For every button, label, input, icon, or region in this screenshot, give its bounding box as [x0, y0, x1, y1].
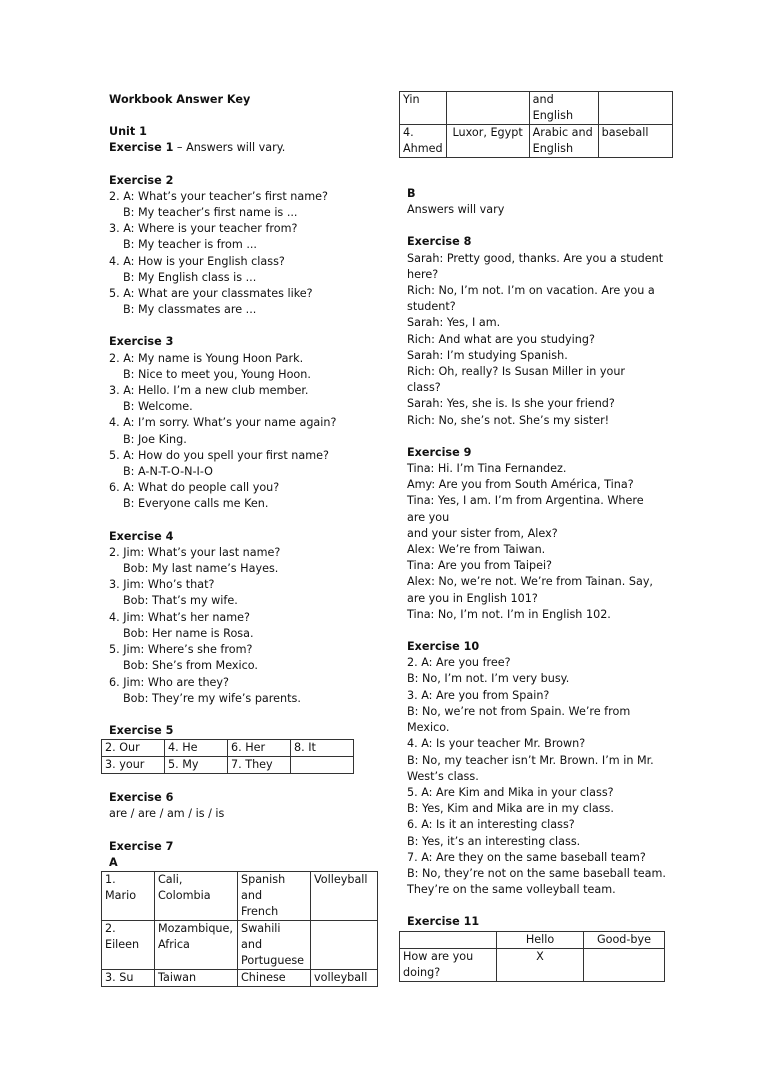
- answer-line: Tina: No, I’m not. I’m in English 102.: [407, 607, 611, 621]
- answer-line: B: My teacher’s first name is ...: [123, 206, 298, 220]
- table-cell: [598, 92, 672, 125]
- exercise-11-table: [399, 931, 665, 982]
- answer-line: Rich: Oh, really? Is Susan Miller in your: [407, 365, 626, 379]
- answer-line: B: Yes, Kim and Mika are in my class.: [407, 802, 614, 816]
- answer-line: Sarah: Pretty good, thanks. Are you a student: [407, 251, 664, 265]
- answer-line: 3. Jim: Who’s that?: [109, 578, 215, 592]
- table-cell: Spanish and French: [238, 871, 311, 920]
- table-cell: 6. Her: [228, 740, 291, 757]
- answer-line: 2. A: What’s your teacher’s first name?: [109, 189, 328, 203]
- answer-line: Bob: She’s from Mexico.: [123, 659, 258, 673]
- table-cell: 3. your: [102, 757, 165, 774]
- answer-line: Alex: We’re from Taiwan.: [407, 543, 546, 557]
- answer-line: They’re on the same volleyball team.: [407, 883, 616, 897]
- answer-line: B: No, my teacher isn’t Mr. Brown. I’m in Mr.: [407, 753, 654, 767]
- answer-line: B: No, they’re not on the same baseball team.: [407, 866, 666, 880]
- table-row: [400, 948, 665, 981]
- answer-line: Sarah: Yes, I am.: [407, 316, 501, 330]
- table-row: [102, 871, 378, 920]
- exercise-1: [109, 140, 369, 156]
- exercise-2-heading: Exercise 2: [109, 173, 174, 187]
- exercise-7-table: [101, 871, 378, 987]
- table-cell: and English: [529, 92, 598, 125]
- exercise-8-heading: Exercise 8: [407, 235, 472, 249]
- answer-line: B: No, I’m not. I’m very busy.: [407, 672, 570, 686]
- exercise-7-heading: Exercise 7: [109, 839, 174, 853]
- exercise-5-table: [101, 739, 354, 774]
- answer-line: 6. A: What do people call you?: [109, 481, 280, 495]
- answer-line: Answers will vary: [407, 203, 505, 217]
- exercise-5-heading: Exercise 5: [109, 723, 174, 737]
- answer-line: 5. A: How do you spell your first name?: [109, 448, 329, 462]
- answer-line: 5. A: Are Kim and Mika in your class?: [407, 785, 614, 799]
- table-cell: [584, 948, 665, 981]
- answer-line: class?: [407, 381, 441, 395]
- doc-title: Workbook Answer Key: [109, 93, 251, 106]
- right-column: [403, 91, 677, 982]
- table-cell: Swahili and Portuguese: [238, 920, 311, 969]
- table-cell: Luxor, Egypt: [446, 125, 529, 158]
- answer-line: B: No, we’re not from Spain. We’re from: [407, 704, 631, 718]
- table-cell: Chinese: [238, 969, 311, 986]
- answer-line: B: Yes, it’s an interesting class.: [407, 834, 581, 848]
- exercise-3-heading: Exercise 3: [109, 335, 174, 349]
- answer-line: are you in English 101?: [407, 591, 538, 605]
- answer-line: B: Nice to meet you, Young Hoon.: [123, 367, 311, 381]
- table-cell: 3. Su: [102, 969, 155, 986]
- table-cell: Good-bye: [584, 931, 665, 948]
- answer-line: Bob: That’s my wife.: [123, 594, 238, 608]
- table-row: [102, 969, 378, 986]
- table-cell: Taiwan: [155, 969, 238, 986]
- left-column: [105, 92, 369, 987]
- answer-line: Rich: No, I’m not. I’m on vacation. Are you a: [407, 284, 655, 298]
- exercise-7-part-a: A: [109, 855, 118, 869]
- table-cell: 8. It: [291, 740, 354, 757]
- table-row: [102, 757, 354, 774]
- unit-heading: Unit 1: [109, 125, 147, 139]
- exercise-4-heading: Exercise 4: [109, 529, 174, 543]
- answer-line: 4. Jim: What’s her name?: [109, 610, 250, 624]
- table-cell: 5. My: [165, 757, 228, 774]
- answer-line: and your sister from, Alex?: [407, 526, 558, 540]
- answer-line: Amy: Are you from South América, Tina?: [407, 478, 634, 492]
- table-cell: 2. Our: [102, 740, 165, 757]
- part-b-heading: B: [407, 187, 416, 200]
- answer-line: West’s class.: [407, 769, 479, 783]
- answer-line: 2. A: My name is Young Hoon Park.: [109, 351, 304, 365]
- answer-line: Tina: Are you from Taipei?: [407, 559, 552, 573]
- answer-line: B: Welcome.: [123, 400, 193, 414]
- exercise-1-heading: Exercise 1: [109, 141, 174, 155]
- answer-line: Sarah: I’m studying Spanish.: [407, 348, 568, 362]
- answer-line: B: My English class is ...: [123, 270, 257, 284]
- table-cell: X: [497, 948, 584, 981]
- answer-line: B: Everyone calls me Ken.: [123, 497, 269, 511]
- answer-line: 5. A: What are your classmates like?: [109, 287, 313, 301]
- table-cell: Arabic and English: [529, 125, 598, 158]
- exercise-9-heading: Exercise 9: [407, 445, 472, 459]
- answer-line: 4. A: I’m sorry. What’s your name again?: [109, 416, 337, 430]
- table-cell: 1. Mario: [102, 871, 155, 920]
- table-cell: 7. They: [228, 757, 291, 774]
- answer-line: are / are / am / is / is: [109, 807, 225, 821]
- answer-line: Tina: Hi. I’m Tina Fernandez.: [407, 462, 567, 476]
- table-cell: 4. Ahmed: [400, 125, 447, 158]
- answer-line: 3. A: Where is your teacher from?: [109, 222, 298, 236]
- table-row: [400, 931, 665, 948]
- answer-line: Rich: No, she’s not. She’s my sister!: [407, 413, 610, 427]
- answer-line: 4. A: Is your teacher Mr. Brown?: [407, 737, 586, 751]
- answer-line: 3. A: Are you from Spain?: [407, 688, 550, 702]
- table-cell: 2. Eileen: [102, 920, 155, 969]
- table-cell: Mozambique, Africa: [155, 920, 238, 969]
- answer-line: 7. A: Are they on the same baseball team?: [407, 850, 646, 864]
- answer-line: Tina: Yes, I am. I’m from Argentina. Where: [407, 494, 644, 508]
- table-cell: [400, 931, 497, 948]
- exercise-1-answer: – Answers will vary.: [173, 141, 286, 155]
- answer-line: 3. A: Hello. I’m a new club member.: [109, 384, 309, 398]
- exercise-11-heading: Exercise 11: [407, 915, 480, 929]
- answer-line: B: A-N-T-O-N-I-O: [123, 465, 213, 479]
- table-cell: Cali, Colombia: [155, 871, 238, 920]
- answer-line: Bob: They’re my wife’s parents.: [123, 691, 301, 705]
- table-cell: How are you doing?: [400, 948, 497, 981]
- table-cell: [311, 920, 378, 969]
- answer-line: 2. A: Are you free?: [407, 656, 511, 670]
- answer-line: 4. A: How is your English class?: [109, 254, 285, 268]
- answer-line: here?: [407, 267, 439, 281]
- table-cell: [446, 92, 529, 125]
- answer-line: 5. Jim: Where’s she from?: [109, 643, 253, 657]
- table-cell: Yin: [400, 92, 447, 125]
- answer-line: 6. A: Is it an interesting class?: [407, 818, 575, 832]
- table-cell: Volleyball: [311, 871, 378, 920]
- answer-line: Sarah: Yes, she is. Is she your friend?: [407, 397, 615, 411]
- answer-line: 2. Jim: What’s your last name?: [109, 545, 281, 559]
- answer-line: Rich: And what are you studying?: [407, 332, 595, 346]
- table-cell: 4. He: [165, 740, 228, 757]
- answer-line: Alex: No, we’re not. We’re from Tainan. Say,: [407, 575, 653, 589]
- table-cell: [291, 757, 354, 774]
- table-cell: Hello: [497, 931, 584, 948]
- answer-line: student?: [407, 300, 456, 314]
- exercise-6-heading: Exercise 6: [109, 791, 174, 805]
- exercise-10-heading: Exercise 10: [407, 640, 480, 654]
- answer-line: B: Joe King.: [123, 432, 187, 446]
- answer-line: Mexico.: [407, 721, 450, 735]
- answer-line: Bob: Her name is Rosa.: [123, 626, 254, 640]
- answer-line: B: My teacher is from ...: [123, 238, 257, 252]
- table-row: [400, 125, 673, 158]
- answer-line: Bob: My last name’s Hayes.: [123, 562, 279, 576]
- answer-line: B: My classmates are ...: [123, 303, 257, 317]
- table-row: [400, 92, 673, 125]
- table-row: [102, 740, 354, 757]
- answer-line: 6. Jim: Who are they?: [109, 675, 229, 689]
- table-row: [102, 920, 378, 969]
- table-cell: baseball: [598, 125, 672, 158]
- table-cell: volleyball: [311, 969, 378, 986]
- answer-line: are you: [407, 510, 450, 524]
- exercise-7-table-continued: [399, 91, 673, 158]
